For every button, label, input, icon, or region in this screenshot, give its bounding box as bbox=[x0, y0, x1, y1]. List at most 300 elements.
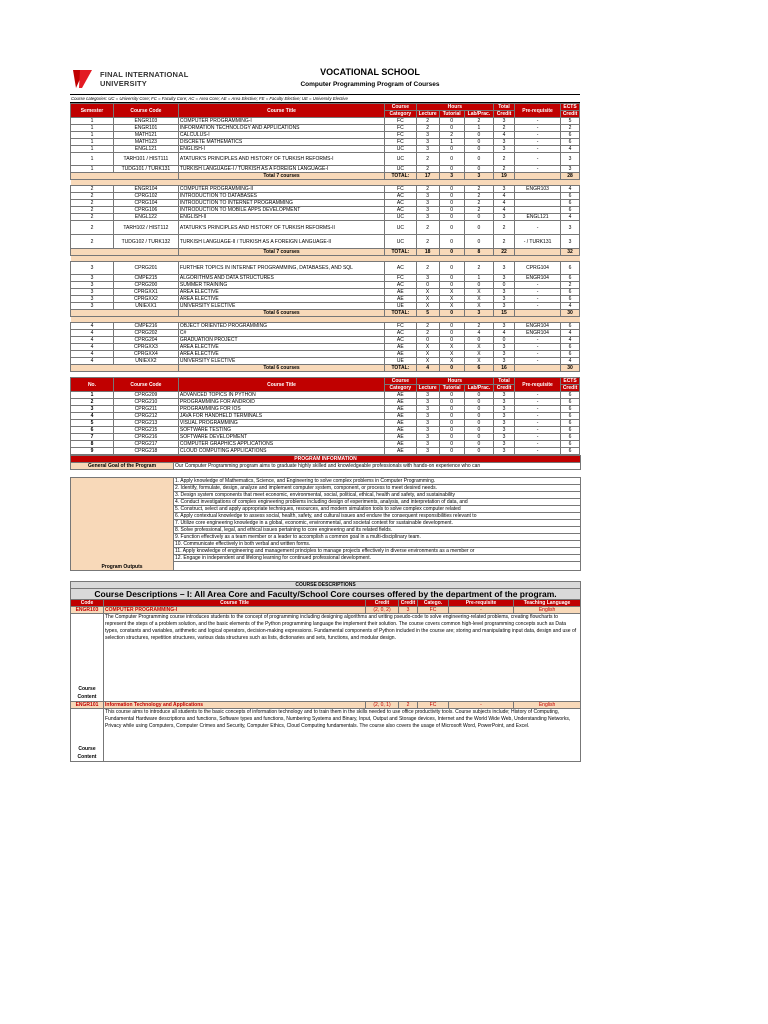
col-category-line2: Category bbox=[385, 111, 416, 118]
elective-cell-lecture: 3 bbox=[416, 399, 439, 406]
elective-cell-ects: 6 bbox=[561, 427, 580, 434]
elective-cell-credit: 3 bbox=[494, 420, 515, 427]
course-credit: 3 bbox=[399, 607, 418, 614]
program-output-blank bbox=[174, 562, 581, 571]
cell-prerequisite: - bbox=[515, 303, 561, 310]
elective-cell-prerequisite: - bbox=[515, 441, 561, 448]
course-categories-note: Course categories: UC = University Core; FC = Faculty Core; AC = Area Core; AE = Area Elective; FE = Faculty Elective; UE = University Elective bbox=[70, 94, 580, 103]
cell-course-title: AREA ELECTIVE bbox=[178, 289, 384, 296]
cell-credit: 3 bbox=[494, 262, 515, 275]
cell-lecture: 3 bbox=[416, 207, 439, 214]
elective-cell-prerequisite: - bbox=[515, 434, 561, 441]
elective-cell-credit: 3 bbox=[494, 399, 515, 406]
cell-ects: 6 bbox=[561, 132, 580, 139]
elective-cell-category: AE bbox=[385, 427, 416, 434]
elective-cell-course-title: ADVANCED TOPICS IN PYTHON bbox=[178, 392, 384, 399]
elective-cell-category: AE bbox=[385, 392, 416, 399]
cell-semester: 2 bbox=[71, 200, 114, 207]
cell-course-code: CPRG204 bbox=[113, 337, 178, 344]
general-goal-label: General Goal of the Program bbox=[71, 463, 174, 470]
course-content-label-line1: Course bbox=[78, 686, 96, 692]
cell-semester: 1 bbox=[71, 139, 114, 146]
course-prereq: - bbox=[449, 702, 514, 709]
course-content-row bbox=[71, 614, 581, 702]
cell-course-title: INFORMATION TECHNOLOGY AND APPLICATIONS bbox=[178, 125, 384, 132]
cell-tutorial: 0 bbox=[439, 282, 464, 289]
cell-credit: 3 bbox=[494, 351, 515, 358]
cell-category: AC bbox=[385, 262, 416, 275]
cell-prerequisite: - bbox=[515, 125, 561, 132]
cell-tutorial: X bbox=[439, 296, 464, 303]
col-hours: Hours bbox=[416, 104, 493, 111]
cell-ects: 5 bbox=[561, 118, 580, 125]
course-row bbox=[71, 323, 580, 330]
cell-lecture: X bbox=[416, 289, 439, 296]
cell-lab: 2 bbox=[464, 193, 493, 200]
total-credit: 22 bbox=[494, 249, 515, 256]
cell-course-code: CMPE215 bbox=[113, 275, 178, 282]
cell-category: AC bbox=[385, 337, 416, 344]
cell-prerequisite: - bbox=[515, 132, 561, 139]
total-tutorial: 0 bbox=[439, 310, 464, 317]
elective-rows bbox=[71, 392, 580, 455]
elective-cell-prerequisite: - bbox=[515, 399, 561, 406]
cell-course-title: INTRODUCTION TO INTERNET PROGRAMMING bbox=[178, 200, 384, 207]
cell-course-title: FURTHER TOPICS IN INTERNET PROGRAMMING, DATABASES, AND SQL bbox=[178, 262, 384, 275]
course-row bbox=[71, 153, 580, 166]
elective-cell-no: 1 bbox=[71, 392, 114, 399]
cell-lecture: X bbox=[416, 351, 439, 358]
cell-lecture: 2 bbox=[416, 235, 439, 249]
elective-cell-no: 7 bbox=[71, 434, 114, 441]
total-credit: 16 bbox=[494, 365, 515, 372]
cell-tutorial: 0 bbox=[439, 323, 464, 330]
course-language: English bbox=[514, 607, 581, 614]
elec-col-code: Course Code bbox=[113, 378, 178, 392]
elective-cell-category: AE bbox=[385, 420, 416, 427]
cell-ects: 4 bbox=[561, 337, 580, 344]
cell-tutorial: X bbox=[439, 351, 464, 358]
cell-prerequisite: - bbox=[515, 282, 561, 289]
cell-category: UE bbox=[385, 358, 416, 365]
cell-semester: 1 bbox=[71, 166, 114, 173]
cell-category: AC bbox=[385, 193, 416, 200]
elective-cell-lecture: 3 bbox=[416, 406, 439, 413]
cell-semester: 3 bbox=[71, 262, 114, 275]
cell-lecture: 2 bbox=[416, 125, 439, 132]
col-semester: Semester bbox=[71, 104, 114, 118]
cell-course-title: COMPUTER PROGRAMMING-II bbox=[178, 186, 384, 193]
elective-cell-course-code: CPRG218 bbox=[113, 448, 178, 455]
program-output-item: 11. Apply knowledge of engineering and management principles to manage projects effectively in diverse environments as a member or bbox=[174, 548, 581, 555]
cell-course-title: ALGORITHMS AND DATA STRUCTURES bbox=[178, 275, 384, 282]
program-output-item: 5. Construct, select and apply appropriate techniques, resources, and modern simulation tools to solve complex computer related bbox=[174, 506, 581, 513]
cell-ects: 6 bbox=[561, 289, 580, 296]
cell-ects: 6 bbox=[561, 351, 580, 358]
cell-tutorial: 0 bbox=[439, 214, 464, 221]
cell-ects: 6 bbox=[561, 296, 580, 303]
cell-category: AE bbox=[385, 351, 416, 358]
course-row bbox=[71, 139, 580, 146]
cell-lab: 1 bbox=[464, 275, 493, 282]
col-total-line1: Total bbox=[494, 104, 515, 111]
cell-lab: 2 bbox=[464, 200, 493, 207]
program-output-item: 4. Conduct investigations of complex engineering problems including design of experiments, analysis, and interpretation of data, and bbox=[174, 499, 581, 506]
cell-lecture: 2 bbox=[416, 262, 439, 275]
elec-col-prereq: Pre-requisite bbox=[515, 378, 561, 392]
cell-course-code: ENGL122 bbox=[113, 214, 178, 221]
cell-ects: 6 bbox=[561, 207, 580, 214]
cell-credit: 3 bbox=[494, 358, 515, 365]
cell-prerequisite: - bbox=[515, 153, 561, 166]
cell-ects: 2 bbox=[561, 282, 580, 289]
cell-ects: 4 bbox=[561, 358, 580, 365]
cell-credit: 4 bbox=[494, 207, 515, 214]
cell-semester: 3 bbox=[71, 275, 114, 282]
program-information-table bbox=[70, 455, 581, 571]
course-row bbox=[71, 330, 580, 337]
curriculum-table bbox=[70, 103, 580, 372]
cell-category: UC bbox=[385, 214, 416, 221]
cell-course-code: ENGR103 bbox=[113, 118, 178, 125]
cell-lab: 0 bbox=[464, 337, 493, 344]
cell-course-code: CPRG104 bbox=[113, 200, 178, 207]
course-content-text: The Computer Programming course introduces students to the concept of programming including designing algorithms and writing pseudo-code to solve engineering-related problems, creating flowcharts to represent the steps of a problem solution, and the basic elements of the Python programming language the implement their solution. The course covers common high-level programming concepts such as Data types, constants and variables, arithmetic and logical operators, decision-making expressions. Fundamental components of Python included in the course are; storing and manipulating input data, design and use of selection structures, repetition structures, various data structures such as lists, dictionaries and sets, functions, and modular design. bbox=[104, 614, 581, 702]
cell-course-code: CPRG106 bbox=[113, 207, 178, 214]
cell-category: FC bbox=[385, 125, 416, 132]
cell-lecture: 3 bbox=[416, 275, 439, 282]
cell-credit: 0 bbox=[494, 282, 515, 289]
elective-row bbox=[71, 448, 580, 455]
cell-course-title: SUMMER TRAINING bbox=[178, 282, 384, 289]
cell-lecture: 2 bbox=[416, 323, 439, 330]
total-prereq-blank bbox=[515, 173, 561, 180]
elective-cell-course-title: VISUAL PROGRAMMING bbox=[178, 420, 384, 427]
course-category: FC bbox=[418, 702, 449, 709]
logo-name-line2: UNIVERSITY bbox=[100, 79, 148, 88]
elective-cell-course-title: PROGRAMMING FOR ANDROID bbox=[178, 399, 384, 406]
cell-course-code: CPRG202 bbox=[113, 330, 178, 337]
cell-prerequisite: ENGR104 bbox=[515, 323, 561, 330]
cell-semester: 2 bbox=[71, 186, 114, 193]
cd-col-title: Course Title bbox=[104, 600, 366, 607]
cell-semester: 1 bbox=[71, 153, 114, 166]
elective-cell-credit: 3 bbox=[494, 392, 515, 399]
course-content-label bbox=[71, 709, 104, 762]
cell-course-code: CPRG200 bbox=[113, 282, 178, 289]
elective-cell-course-code: CPRG213 bbox=[113, 420, 178, 427]
elective-cell-category: AE bbox=[385, 441, 416, 448]
cell-tutorial: 0 bbox=[439, 200, 464, 207]
cell-lab: 0 bbox=[464, 166, 493, 173]
total-courses-label: Total 6 courses bbox=[178, 365, 384, 372]
elective-cell-ects: 6 bbox=[561, 399, 580, 406]
total-prereq-blank bbox=[515, 310, 561, 317]
cell-course-title: OBJECT ORIENTED PROGRAMMING bbox=[178, 323, 384, 330]
elective-cell-category: AE bbox=[385, 448, 416, 455]
course-content-row bbox=[71, 709, 581, 762]
cell-credit: 3 bbox=[494, 323, 515, 330]
total-lecture: 5 bbox=[416, 310, 439, 317]
course-category: FC bbox=[418, 607, 449, 614]
cell-lab: X bbox=[464, 344, 493, 351]
cell-semester: 4 bbox=[71, 337, 114, 344]
program-information-title: PROGRAM INFORMATION bbox=[71, 456, 581, 463]
elective-cell-prerequisite: - bbox=[515, 420, 561, 427]
course-title: COMPUTER PROGRAMMING-I bbox=[104, 607, 366, 614]
cell-credit: 4 bbox=[494, 330, 515, 337]
cell-category: UC bbox=[385, 221, 416, 235]
cell-credit: 2 bbox=[494, 125, 515, 132]
course-row bbox=[71, 337, 580, 344]
cell-lab: 4 bbox=[464, 330, 493, 337]
logo-emblem-icon bbox=[70, 66, 96, 92]
elec-col-lecture: Lecture bbox=[416, 385, 439, 392]
elective-cell-course-code: CPRG216 bbox=[113, 434, 178, 441]
cell-prerequisite: - bbox=[515, 139, 561, 146]
cell-lab: 0 bbox=[464, 153, 493, 166]
elective-cell-prerequisite: - bbox=[515, 448, 561, 455]
total-lecture: 18 bbox=[416, 249, 439, 256]
course-title: Information Technology and Applications bbox=[104, 702, 366, 709]
cell-tutorial: 0 bbox=[439, 153, 464, 166]
elective-cell-credit: 3 bbox=[494, 413, 515, 420]
total-tag: TOTAL: bbox=[385, 365, 416, 372]
cell-course-code: ENGR104 bbox=[113, 186, 178, 193]
course-content-text: This course aims to introduce all students to the basic concepts of information technology and to train them in the skills needed to use office productivity tools. Course subjects include; History of Computing, Fundamental Hardware descriptions and functions, Software types and functions, Numbering Systems and Binary, Input, Output and Storage devices, Internet and the World Wide Web, Understanding Networks, Privacy while using Computers, Computer Crimes and Security, Computer Ethics, Cloud Computing fundamentals. The course also covers the usage of Microsoft Word, PowerPoint, and Excel. bbox=[104, 709, 581, 762]
cell-lab: 0 bbox=[464, 221, 493, 235]
elective-cell-tutorial: 0 bbox=[439, 441, 464, 448]
cell-course-code: CPRGXX1 bbox=[113, 289, 178, 296]
cell-category: AE bbox=[385, 344, 416, 351]
cell-category: FC bbox=[385, 118, 416, 125]
elective-cell-no: 4 bbox=[71, 413, 114, 420]
cell-credit: 2 bbox=[494, 153, 515, 166]
elective-cell-credit: 3 bbox=[494, 448, 515, 455]
cell-credit: 3 bbox=[494, 186, 515, 193]
cell-semester: 2 bbox=[71, 207, 114, 214]
elective-row bbox=[71, 427, 580, 434]
elective-cell-prerequisite: - bbox=[515, 427, 561, 434]
cell-tutorial: 0 bbox=[439, 275, 464, 282]
cell-course-title: AREA ELECTIVE bbox=[178, 351, 384, 358]
elec-col-category-line2: Category bbox=[385, 385, 416, 392]
elective-cell-course-title: JAVA FOR HANDHELD TERMINALS bbox=[178, 413, 384, 420]
elective-cell-course-title: SOFTWARE DEVELOPMENT bbox=[178, 434, 384, 441]
col-ects-line2: Credit bbox=[561, 111, 580, 118]
cell-prerequisite: - bbox=[515, 344, 561, 351]
elective-cell-no: 8 bbox=[71, 441, 114, 448]
course-content-label-line2: Content bbox=[77, 754, 97, 760]
cell-course-code: UNIEXX2 bbox=[113, 358, 178, 365]
cell-semester: 1 bbox=[71, 146, 114, 153]
cell-lab: 0 bbox=[464, 146, 493, 153]
program-output-row bbox=[71, 478, 581, 485]
course-content-label-line1: Course bbox=[78, 746, 96, 752]
cell-course-title: UNIVERSITY ELECTIVE bbox=[178, 303, 384, 310]
course-row bbox=[71, 289, 580, 296]
elective-cell-category: AE bbox=[385, 406, 416, 413]
program-output-item: 9. Function effectively as a team member or a leader to accomplish a common goal in a multi-disciplinary team. bbox=[174, 534, 581, 541]
cell-prerequisite: - bbox=[515, 289, 561, 296]
cell-prerequisite: - bbox=[515, 146, 561, 153]
program-title: Computer Programming Program of Courses bbox=[300, 81, 440, 88]
course-row bbox=[71, 262, 580, 275]
cell-category: UC bbox=[385, 166, 416, 173]
course-row bbox=[71, 146, 580, 153]
cell-tutorial: X bbox=[439, 358, 464, 365]
elec-col-lab: Lab/Prac. bbox=[464, 385, 493, 392]
cell-category: AC bbox=[385, 282, 416, 289]
elective-row bbox=[71, 413, 580, 420]
elec-col-total-line2: Credit bbox=[494, 385, 515, 392]
course-row bbox=[71, 282, 580, 289]
spacer bbox=[71, 470, 581, 478]
cell-lecture: 2 bbox=[416, 221, 439, 235]
program-output-item: 12. Engage in independent and lifelong learning for continued professional development. bbox=[174, 555, 581, 562]
program-output-item: 10. Communicate effectively in both verbal and written forms. bbox=[174, 541, 581, 548]
course-row bbox=[71, 344, 580, 351]
program-output-item: 6. Apply contextual knowledge to assess social, health, safety, and cultural issues and endure the consequent responsibilities relevant to bbox=[174, 513, 581, 520]
cell-category: FC bbox=[385, 275, 416, 282]
cell-lab: 2 bbox=[464, 323, 493, 330]
cell-category: FC bbox=[385, 139, 416, 146]
elective-cell-category: AE bbox=[385, 434, 416, 441]
course-row bbox=[71, 296, 580, 303]
elective-cell-lab: 0 bbox=[464, 434, 493, 441]
cd-col-category: Catego. bbox=[418, 600, 449, 607]
cell-credit: 3 bbox=[494, 303, 515, 310]
cell-course-title: COMPUTER PROGRAMMING-I bbox=[178, 118, 384, 125]
cell-course-code: MATH121 bbox=[113, 132, 178, 139]
cell-lecture: 3 bbox=[416, 146, 439, 153]
elective-cell-course-title: COMPUTER GRAPHICS APPLICATIONS bbox=[178, 441, 384, 448]
elective-cell-lab: 0 bbox=[464, 448, 493, 455]
cell-semester: 1 bbox=[71, 132, 114, 139]
course-description-header bbox=[71, 702, 581, 709]
course-row bbox=[71, 303, 580, 310]
total-lecture: 17 bbox=[416, 173, 439, 180]
cell-category: FC bbox=[385, 186, 416, 193]
cell-credit: 3 bbox=[494, 275, 515, 282]
cell-lab: 2 bbox=[464, 262, 493, 275]
elective-cell-lecture: 3 bbox=[416, 448, 439, 455]
elective-cell-ects: 6 bbox=[561, 434, 580, 441]
cell-category: FC bbox=[385, 323, 416, 330]
cell-tutorial: 0 bbox=[439, 235, 464, 249]
cell-category: UC bbox=[385, 153, 416, 166]
cell-prerequisite: - bbox=[515, 166, 561, 173]
total-blank bbox=[71, 173, 179, 180]
cell-semester: 4 bbox=[71, 351, 114, 358]
cell-tutorial: 0 bbox=[439, 166, 464, 173]
cell-course-title: TURKISH LANGUAGE-II / TURKISH AS A FOREIGN LANGUAGE-II bbox=[178, 235, 384, 249]
elective-cell-credit: 3 bbox=[494, 406, 515, 413]
cell-lecture: X bbox=[416, 296, 439, 303]
cell-lab: X bbox=[464, 303, 493, 310]
elective-cell-course-title: PROGRAMMING FOR IOS bbox=[178, 406, 384, 413]
program-outputs-label: Program Outputs bbox=[71, 478, 174, 571]
cell-credit: 3 bbox=[494, 118, 515, 125]
cell-lecture: 0 bbox=[416, 282, 439, 289]
elective-cell-no: 3 bbox=[71, 406, 114, 413]
course-descriptions-title: COURSE DESCRIPTIONS bbox=[71, 582, 581, 589]
elective-cell-credit: 3 bbox=[494, 441, 515, 448]
cell-course-title: ENGLISH-I bbox=[178, 146, 384, 153]
elective-cell-course-code: CPRG209 bbox=[113, 392, 178, 399]
cell-credit: 3 bbox=[494, 146, 515, 153]
cell-semester: 4 bbox=[71, 330, 114, 337]
cell-lecture: 3 bbox=[416, 200, 439, 207]
course-content-label bbox=[71, 614, 104, 702]
course-credit: 2 bbox=[399, 702, 418, 709]
elective-cell-ects: 6 bbox=[561, 448, 580, 455]
cell-lecture: 2 bbox=[416, 186, 439, 193]
elective-cell-course-title: SOFTWARE TESTING bbox=[178, 427, 384, 434]
elec-col-ects-line2: Credit bbox=[561, 385, 580, 392]
cell-prerequisite: - bbox=[515, 358, 561, 365]
elective-cell-tutorial: 0 bbox=[439, 399, 464, 406]
cell-course-title: AREA ELECTIVE bbox=[178, 296, 384, 303]
cell-lab: 0 bbox=[464, 132, 493, 139]
program-output-item: 8. Solve professional, legal, and ethical issues pertaining to core engineering and its related fields. bbox=[174, 527, 581, 534]
program-output-item: 1. Apply knowledge of Mathematics, Science, and Engineering to solve complex problems in Computer Programming. bbox=[174, 478, 581, 485]
document-page bbox=[70, 64, 580, 762]
cell-ects: 4 bbox=[561, 330, 580, 337]
cell-course-code: CPRG201 bbox=[113, 262, 178, 275]
elective-cell-tutorial: 0 bbox=[439, 448, 464, 455]
cell-category: AC bbox=[385, 200, 416, 207]
total-tag: TOTAL: bbox=[385, 249, 416, 256]
elective-cell-prerequisite: - bbox=[515, 413, 561, 420]
semester-total-row bbox=[71, 173, 580, 180]
cell-lecture: 3 bbox=[416, 139, 439, 146]
elective-cell-lecture: 3 bbox=[416, 441, 439, 448]
total-blank bbox=[71, 310, 179, 317]
total-prereq-blank bbox=[515, 365, 561, 372]
cell-prerequisite: ENGL121 bbox=[515, 214, 561, 221]
total-courses-label: Total 7 courses bbox=[178, 173, 384, 180]
elective-cell-category: AE bbox=[385, 399, 416, 406]
course-row bbox=[71, 275, 580, 282]
cell-credit: 2 bbox=[494, 166, 515, 173]
cell-course-code: ENGR101 bbox=[113, 125, 178, 132]
cd-col-prereq: Pre-requisite bbox=[449, 600, 514, 607]
cell-prerequisite bbox=[515, 193, 561, 200]
cell-lab: X bbox=[464, 358, 493, 365]
total-blank bbox=[71, 249, 179, 256]
cell-semester: 1 bbox=[71, 125, 114, 132]
cell-tutorial: 0 bbox=[439, 146, 464, 153]
course-code: ENGR103 bbox=[71, 607, 104, 614]
cell-credit: 2 bbox=[494, 221, 515, 235]
course-row bbox=[71, 235, 580, 249]
cell-ects: 6 bbox=[561, 262, 580, 275]
cell-semester: 4 bbox=[71, 344, 114, 351]
course-row bbox=[71, 200, 580, 207]
cell-prerequisite: - / TURK131 bbox=[515, 235, 561, 249]
cell-prerequisite: - bbox=[515, 221, 561, 235]
total-ects: 30 bbox=[561, 310, 580, 317]
cell-course-title: AREA ELECTIVE bbox=[178, 344, 384, 351]
col-tutorial: Tutorial bbox=[439, 111, 464, 118]
elective-cell-category: AE bbox=[385, 413, 416, 420]
total-ects: 28 bbox=[561, 173, 580, 180]
elective-cell-lecture: 3 bbox=[416, 427, 439, 434]
cell-course-title: UNIVERSITY ELECTIVE bbox=[178, 358, 384, 365]
elective-cell-no: 6 bbox=[71, 427, 114, 434]
elective-cell-course-code: CPRG217 bbox=[113, 441, 178, 448]
